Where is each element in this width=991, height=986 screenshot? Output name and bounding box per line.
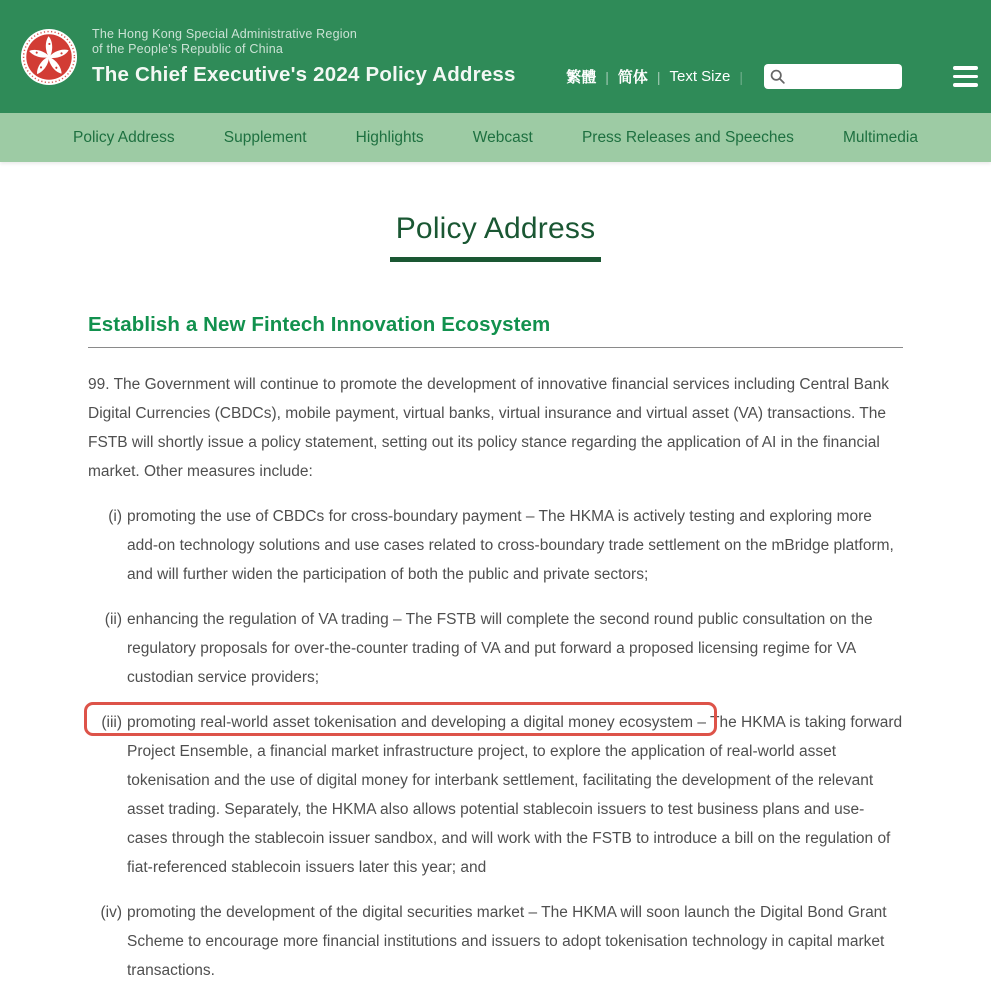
- list-item-marker: (iv): [100, 904, 122, 921]
- list-item-text: promoting the use of CBDCs for cross-boundary payment – The HKMA is actively testing and exploring more add-on technology solutions and use cases related to cross-boundary trade settlement on the mBridge platform, and will further widen the participation of both the public and private sectors;: [127, 508, 894, 583]
- section-divider: [88, 347, 903, 348]
- list-item-iv: [88, 898, 903, 985]
- nav-item-multimedia[interactable]: Multimedia: [843, 128, 918, 146]
- separator: |: [656, 68, 661, 85]
- site-title: The Chief Executive's 2024 Policy Address: [92, 62, 516, 86]
- lang-simplified-link[interactable]: 简体: [617, 69, 648, 86]
- site-header: [0, 0, 991, 113]
- list-item-text: promoting the development of the digital securities market – The HKMA will soon launch the Digital Bond Grant Scheme to encourage more financial institutions and issuers to adopt tokenisation technology in capital market transactions.: [127, 904, 887, 979]
- search-icon: [769, 68, 786, 85]
- list-item-text: [127, 708, 903, 882]
- header-title-block: [92, 27, 516, 87]
- highlighted-text: promoting real-world asset tokenisation and developing a digital money ecosystem: [127, 714, 694, 731]
- separator: |: [739, 68, 743, 85]
- section-heading: Establish a New Fintech Innovation Ecosystem: [88, 313, 551, 336]
- page-title-underline: [390, 257, 601, 262]
- list-item-iii: [88, 708, 903, 882]
- paragraph-99: 99. The Government will continue to promote the development of innovative financial services including Central Bank Digital Currencies (CBDCs), mobile payment, virtual banks, virtual insurance and virtual asset (VA) transactions. The FSTB will shortly issue a policy statement, setting out its policy stance regarding the application of AI in the financial market. Other measures include:: [88, 376, 889, 480]
- list-item-marker: (ii): [104, 611, 122, 628]
- main-nav: [0, 113, 991, 162]
- nav-item-webcast[interactable]: Webcast: [472, 128, 533, 146]
- page-title: Policy Address: [395, 212, 596, 245]
- menu-icon[interactable]: [953, 64, 978, 88]
- list-item-text-rest: – The HKMA is taking forward Project Ensemble, a financial market infrastructure project, to explore the application of real-world asset tokenisation and the use of digital money for interbank settlement, facilitating the development of the relevant asset trading. Separately, the HKMA also allows potential stablecoin issuers to test business plans and use-cases through the stablecoin issuer sandbox, and will work with the FSTB to introduce a bill on the regulation of fiat-referenced stablecoin issuers later this year; and: [127, 714, 903, 876]
- list-item-marker: (iii): [101, 714, 122, 731]
- separator: |: [605, 68, 609, 85]
- bauhinia-emblem-icon: [20, 28, 78, 86]
- region-title-line2: of the People's Republic of China: [92, 42, 284, 56]
- hksar-emblem-logo: [20, 28, 78, 86]
- list-item-text: enhancing the regulation of VA trading – The FSTB will complete the second round public consultation on the regulatory proposals for over-the-counter trading of VA and put forward a proposed licensing regime for VA custodian service providers;: [127, 611, 873, 686]
- main-content: [0, 212, 991, 985]
- measures-list: [88, 502, 903, 985]
- search-box[interactable]: [764, 64, 902, 89]
- nav-item-policy-address[interactable]: Policy Address: [73, 128, 175, 146]
- nav-item-press-releases-and-speeches[interactable]: Press Releases and Speeches: [581, 128, 794, 146]
- region-title-line1: The Hong Kong Special Administrative Region: [92, 26, 357, 41]
- nav-item-supplement[interactable]: Supplement: [223, 128, 307, 146]
- list-item-i: [88, 502, 903, 589]
- search-input[interactable]: [786, 67, 897, 87]
- list-item-marker: (i): [108, 508, 122, 525]
- text-size-button[interactable]: Text Size: [669, 68, 731, 85]
- nav-item-highlights[interactable]: Highlights: [355, 128, 424, 146]
- list-item-ii: [88, 605, 903, 692]
- header-controls: [566, 64, 978, 89]
- lang-traditional-link[interactable]: 繁體: [566, 69, 597, 86]
